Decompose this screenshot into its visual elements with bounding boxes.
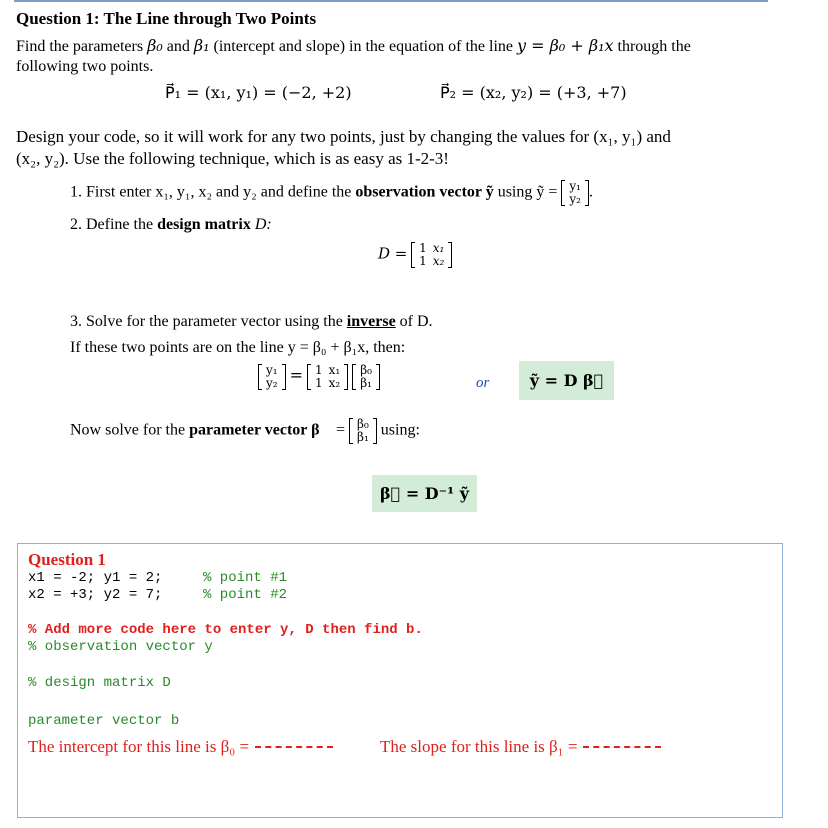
solve-line: Now solve for the parameter vector β⃗ = β₀ β₁ using: xyxy=(70,417,420,444)
code-box[interactable] xyxy=(17,543,783,818)
code-design-comment: % design matrix D xyxy=(28,675,171,691)
point-1: P⃗₁ = (x₁, y₁) = (−2, +2) xyxy=(165,83,352,102)
design-matrix-display: D = 1 x₁ 1 x₂ xyxy=(378,242,452,268)
code-line-1[interactable]: x1 = -2; y1 = 2; xyxy=(28,570,163,586)
code-heading: Question 1 xyxy=(28,550,106,569)
intercept-blank[interactable] xyxy=(255,746,333,748)
slope-answer: The slope for this line is β₁ = xyxy=(380,737,661,757)
code-todo: % Add more code here to enter y, D then find b. xyxy=(28,622,423,638)
design-line-1: Design your code, so it will work for any two points, just by changing the values for (x₁, y₁) and xyxy=(16,127,671,146)
code-parameter-label: parameter vector b xyxy=(28,713,180,729)
step-3-condition: If these two points are on the line y = β₀ + β₁x, then: xyxy=(70,339,406,356)
intercept-answer: The intercept for this line is β₀ = xyxy=(28,737,333,757)
solution-formula-box: β⃗ = D⁻¹ ỹ xyxy=(372,475,477,512)
code-comment-1: % point #1 xyxy=(203,570,288,586)
matrix-equation: y₁ y₂ = 1 x₁ 1 x₂ β₀ β₁ xyxy=(258,364,380,390)
step-2: 2. Define the design matrix D: xyxy=(70,216,272,233)
intro-line-2: following two points. xyxy=(16,58,154,75)
code-comment-2: % point #2 xyxy=(203,587,288,603)
or-label: or xyxy=(476,375,490,391)
code-observation-comment: % observation vector y xyxy=(28,639,213,655)
step-3: 3. Solve for the parameter vector using the inverse of D. xyxy=(70,313,433,330)
observation-vector-matrix: y₁ y₂ xyxy=(561,180,589,206)
slope-blank[interactable] xyxy=(583,746,661,748)
top-rule xyxy=(14,0,768,2)
design-line-2: (x₂, y₂). Use the following technique, which is as easy as 1-2-3! xyxy=(16,149,449,168)
code-line-2[interactable]: x2 = +3; y2 = 7; xyxy=(28,587,163,603)
intro-line-1: Find the parameters β₀ and β₁ (intercept and slope) in the equation of the line y = β₀ + β₁x through the xyxy=(16,36,691,55)
question-title: Question 1: The Line through Two Points xyxy=(16,9,317,28)
compact-equation-box: ỹ = D β⃗ xyxy=(519,361,614,400)
step-1: 1. First enter x₁, y₁, x₂ and y₂ and define the observation vector ỹ using ỹ = y₁ y₂ . xyxy=(70,179,593,206)
point-2: P⃗₂ = (x₂, y₂) = (+3, +7) xyxy=(440,83,627,102)
